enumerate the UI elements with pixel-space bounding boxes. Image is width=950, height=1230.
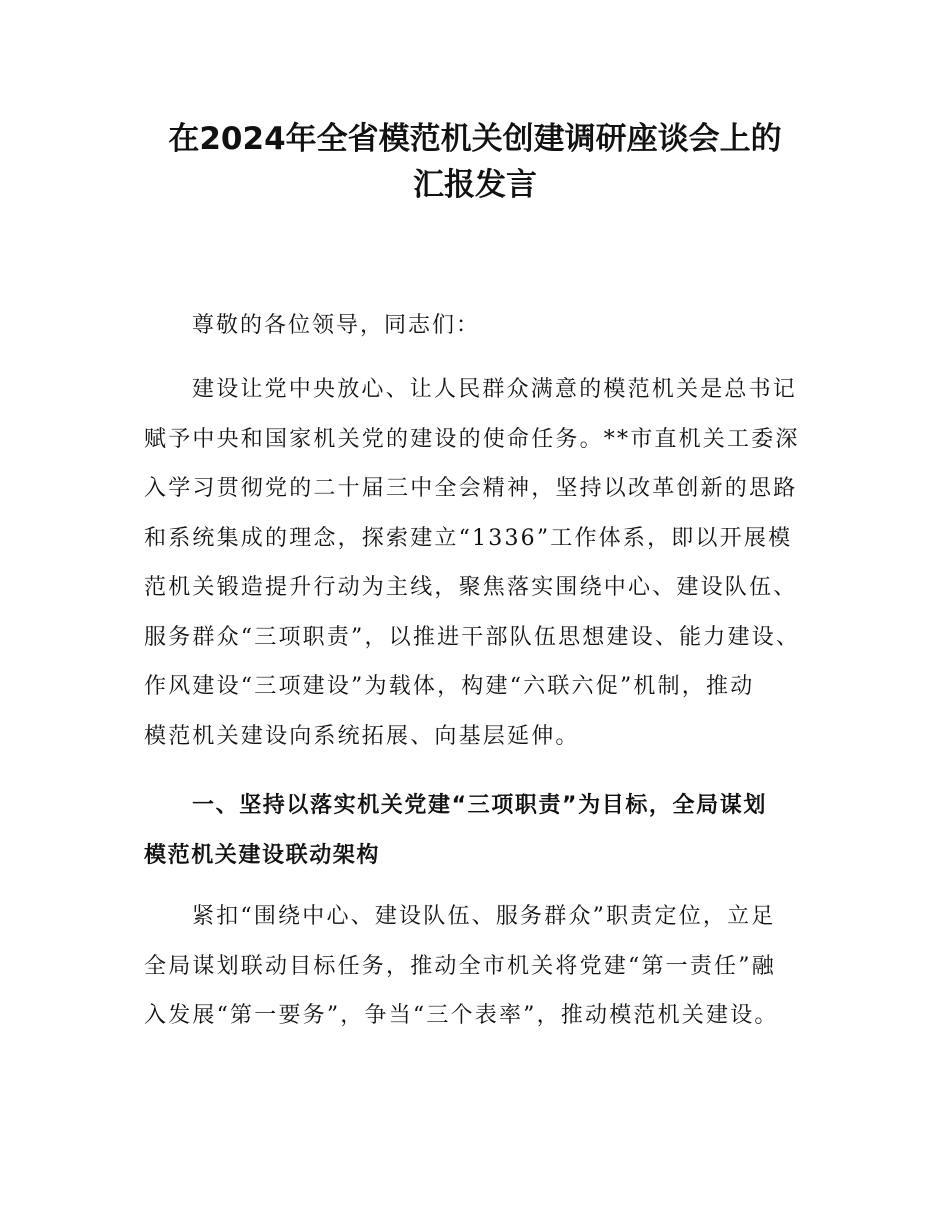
paragraph-line: 范机关锻造提升行动为主线，聚焦落实围绕中心、建设队伍、 <box>144 575 798 600</box>
paragraph-line: 全局谋划联动目标任务，推动全市机关将党建“第一责任”融 <box>144 953 776 979</box>
heading-line: 模范机关建设联动架构 <box>144 843 381 868</box>
paragraph-line: 入发展“第一要务”，争当“三个表率”，推动模范机关建设。 <box>144 1003 779 1028</box>
paragraph-section-1 <box>144 892 824 1041</box>
title-text-1: 在2024年全省模范机关创建调研座谈会上的 <box>168 121 782 157</box>
paragraph-line: 和系统集成的理念，探索建立“1336”工作体系，即以开展模 <box>144 525 793 551</box>
paragraph-line: 作风建设“三项建设”为载体，构建“六联六促”机制，推动 <box>144 674 755 699</box>
document-title-line-2 <box>120 160 830 210</box>
paragraph-line: 紧扣“围绕中心、建设队伍、服务群众”职责定位，立足 <box>192 904 776 929</box>
heading-line: 一、坚持以落实机关党建“三项职责”为目标，全局谋划 <box>192 793 767 818</box>
paragraph-line: 赋予中央和国家机关党的建设的使命任务。**市直机关工委深 <box>144 426 800 452</box>
salutation: 尊敬的各位领导，同志们： <box>192 313 481 338</box>
paragraph-line: 建设让党中央放心、让人民群众满意的模范机关是总书记 <box>192 377 798 402</box>
paragraph-intro <box>144 365 824 761</box>
section-heading-1 <box>144 781 824 881</box>
paragraph-line: 服务群众“三项职责”，以推进干部队伍思想建设、能力建设、 <box>144 624 801 650</box>
paragraph-line: 入学习贯彻党的二十届三中全会精神，坚持以改革创新的思路 <box>144 476 798 501</box>
paragraph-line: 模范机关建设向系统拓展、向基层延伸。 <box>144 723 580 749</box>
document-title-line-1 <box>120 114 830 164</box>
title-text-2: 汇报发言 <box>413 167 537 203</box>
